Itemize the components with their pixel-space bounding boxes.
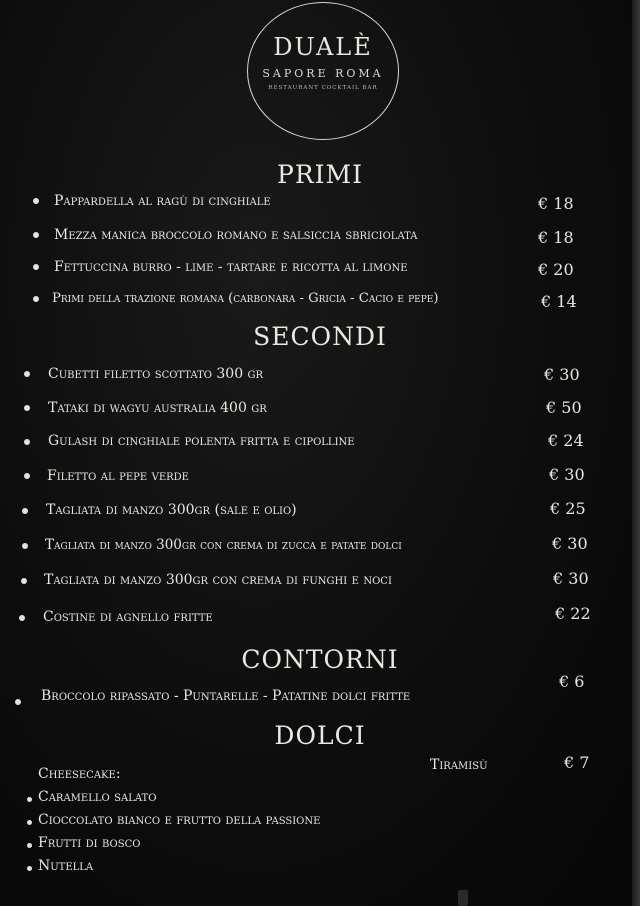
cheesecake-option: Cioccolato bianco e frutto della passione — [38, 812, 321, 828]
bullet-icon — [22, 508, 28, 514]
bullet-icon — [33, 198, 39, 204]
menu-item: Primi della trazione romana (carbonara - Gricia - Cacio e pepe) — [52, 291, 439, 306]
menu-price: € 30 — [549, 465, 585, 484]
menu-price: € 6 — [559, 672, 585, 691]
bullet-icon — [27, 866, 32, 871]
section-title-contorni: CONTORNI — [241, 645, 399, 674]
menu-item: Pappardella al ragù di cinghiale — [54, 193, 271, 209]
menu-item: Gulash di cinghiale polenta fritta e cipolline — [48, 433, 355, 449]
menu-price: € 20 — [538, 260, 574, 279]
menu-item: Tagliata di manzo 300gr con crema di funghi e noci — [44, 572, 392, 588]
menu-item: Cubetti filetto scottato 300 gr — [48, 366, 264, 382]
menu-price: € 25 — [550, 499, 586, 518]
bullet-icon — [19, 615, 25, 621]
bullet-icon — [21, 578, 27, 584]
menu-item: Filetto al pepe verde — [47, 468, 189, 484]
cheesecake-option: Frutti di bosco — [38, 835, 141, 851]
cheesecake-option: Caramello salato — [38, 789, 157, 805]
cheesecake-option: Nutella — [38, 858, 94, 874]
section-title-primi: PRIMI — [277, 160, 363, 189]
bullet-icon — [33, 232, 39, 238]
menu-item: Mezza manica broccolo romano e salsiccia sbriciolata — [54, 227, 418, 243]
bullet-icon — [33, 264, 39, 270]
menu-item: Broccolo ripassato - Puntarelle - Patatine dolci fritte — [41, 688, 411, 704]
bullet-icon — [24, 439, 30, 445]
menu-item-tiramisu: Tiramisù — [430, 757, 488, 773]
menu-price-tiramisu: € 7 — [564, 753, 590, 772]
section-title-dolci: DOLCI — [274, 721, 366, 750]
menu-price: € 24 — [548, 431, 584, 450]
menu-price: € 18 — [538, 194, 574, 213]
menu-price: € 30 — [544, 365, 580, 384]
menu-item: Fettuccina burro - lime - tartare e ricotta al limone — [54, 259, 408, 275]
bullet-icon — [24, 405, 30, 411]
menu-price: € 50 — [546, 398, 582, 417]
bullet-icon — [24, 473, 30, 479]
bullet-icon — [27, 820, 32, 825]
cheesecake-label: Cheesecake: — [38, 766, 121, 782]
logo-name: DUALÈ — [273, 33, 373, 61]
section-title-secondi: SECONDI — [253, 322, 387, 351]
menu-item: Tagliata di manzo 300gr (sale e olio) — [46, 502, 297, 518]
menu-price: € 18 — [538, 228, 574, 247]
menu-price: € 22 — [555, 604, 591, 623]
bullet-icon — [15, 699, 21, 705]
menu-price: € 14 — [541, 292, 577, 311]
logo-tagline: RESTAURANT COCKTAIL BAR — [268, 85, 378, 91]
restaurant-logo — [247, 2, 399, 140]
menu-item: Tagliata di manzo 300gr con crema di zucca e patate dolci — [45, 537, 402, 553]
menu-price: € 30 — [553, 569, 589, 588]
board-edge — [632, 0, 640, 906]
menu-item: Costine di agnello fritte — [43, 609, 213, 625]
bullet-icon — [27, 843, 32, 848]
bullet-icon — [22, 543, 28, 549]
logo-subtitle: SAPORE ROMA — [262, 67, 384, 80]
bullet-icon — [24, 371, 30, 377]
menu-price: € 30 — [552, 534, 588, 553]
menu-item: Tataki di wagyu australia 400 gr — [48, 400, 267, 416]
board-hook — [458, 890, 468, 906]
bullet-icon — [27, 797, 32, 802]
bullet-icon — [33, 296, 39, 302]
